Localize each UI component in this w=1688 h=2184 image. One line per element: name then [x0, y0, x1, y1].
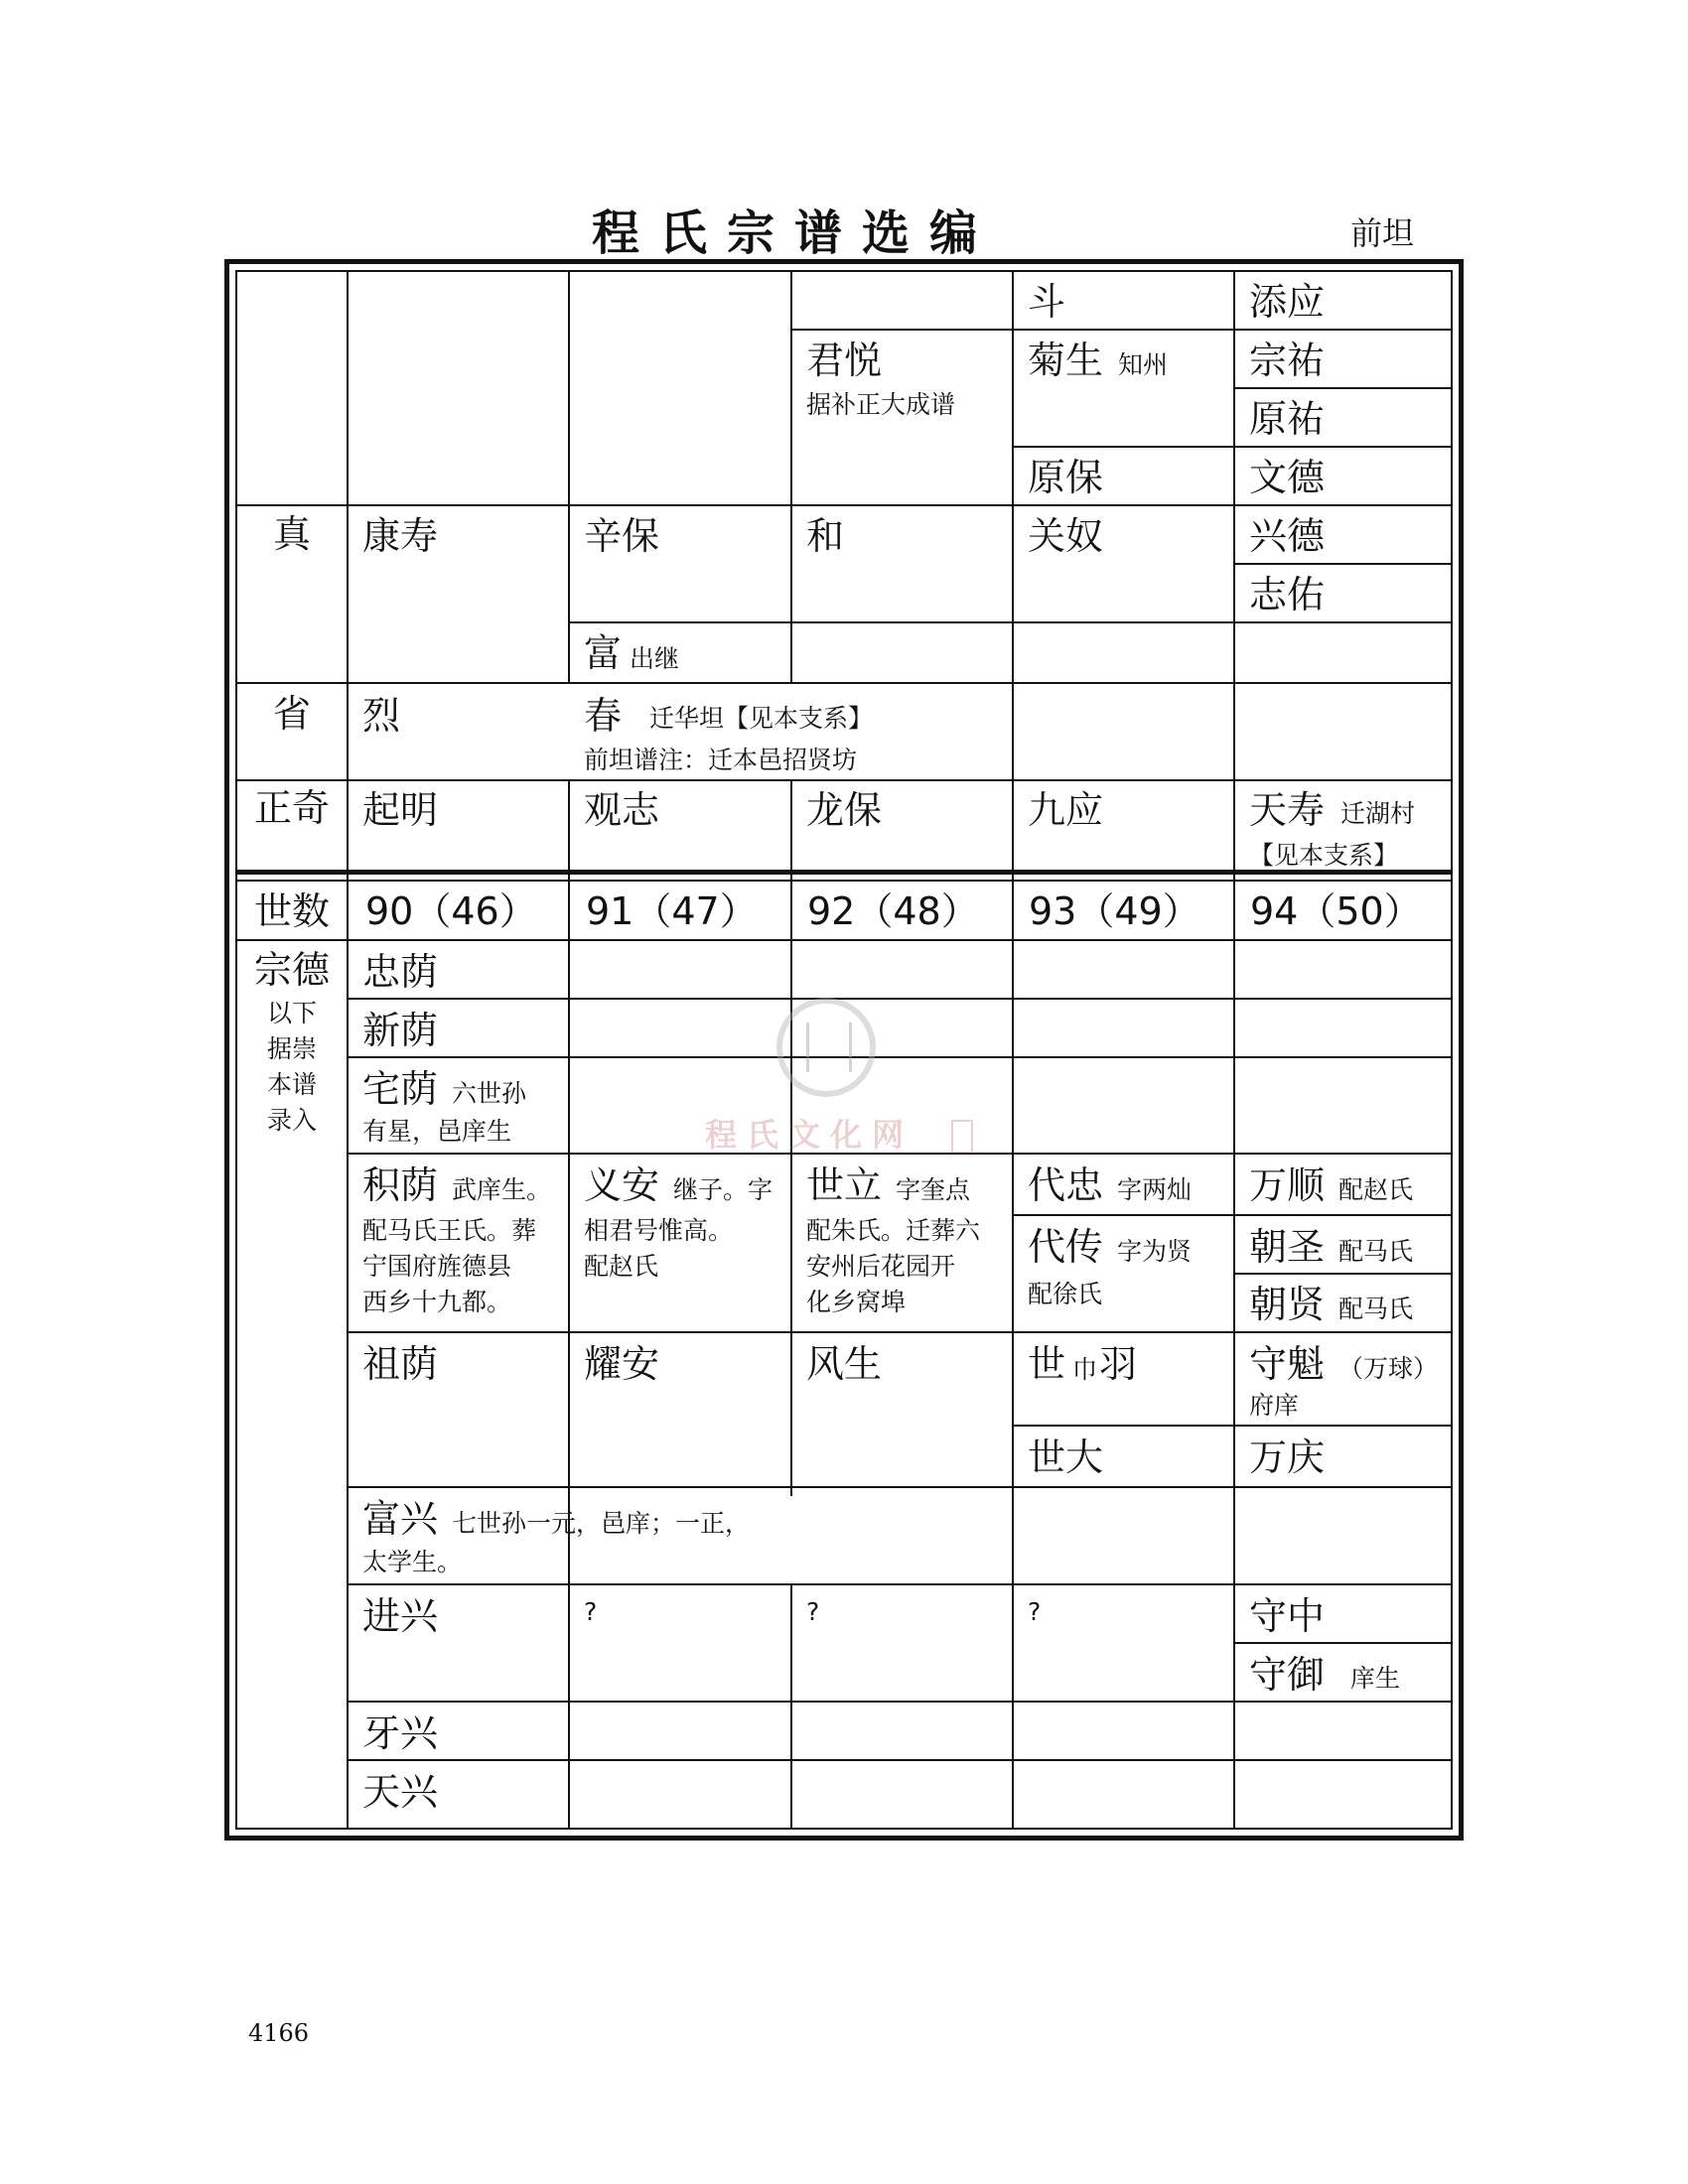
cell-fengsheng: 风生: [806, 1342, 883, 1386]
cell-yian-note3: 配赵氏: [584, 1252, 659, 1281]
table-inner-top: [235, 270, 1453, 272]
cell-shouyu-note: 庠生: [1350, 1664, 1401, 1693]
zongde-note-1: 以下: [266, 999, 317, 1027]
cell-q1: ?: [584, 1597, 598, 1626]
gen-col-91: 91（47）: [586, 889, 758, 933]
row-line-r: [347, 1583, 1453, 1585]
row-line-d: [235, 504, 1453, 506]
cell-shiyu-a: 世: [1028, 1342, 1066, 1386]
cell-wanshun-name: 万顺: [1249, 1163, 1326, 1207]
cell-lie: 烈: [362, 694, 401, 738]
cell-chun-name: 春: [584, 694, 623, 738]
cell-shida: 世大: [1028, 1435, 1104, 1479]
cell-yian-note2: 相君号惟高。: [584, 1216, 734, 1245]
cell-jiuying: 九应: [1028, 788, 1104, 832]
cell-wanqing: 万庆: [1249, 1435, 1326, 1479]
cell-daichuan-name: 代传: [1028, 1225, 1104, 1269]
cell-longbao: 龙保: [806, 788, 883, 832]
cell-shili-note4: 化乡窝埠: [806, 1288, 907, 1316]
cell-kangshou: 康寿: [362, 514, 439, 558]
row-line-u: [347, 1759, 1453, 1761]
cell-jusheng-note: 知州: [1118, 350, 1169, 379]
section-separator-thin: [235, 880, 1453, 882]
cell-junyue-note: 据补正大成谱: [806, 390, 956, 419]
row-label-zhen: 真: [272, 512, 311, 556]
cell-shouzhong: 守中: [1249, 1594, 1326, 1638]
row-line-n: [1233, 1273, 1453, 1275]
gen-label: 世数: [253, 889, 330, 933]
cell-yuanyou: 原祐: [1249, 397, 1326, 441]
page-number: 4166: [248, 2019, 310, 2047]
gen-col-93: 93（49）: [1029, 889, 1200, 933]
cell-shiyu-b: 巾: [1072, 1355, 1098, 1384]
cell-shili-note1: 字奎点: [896, 1175, 971, 1204]
cell-jiyin-note4: 西乡十九都。: [362, 1288, 512, 1316]
cell-jinxing: 进兴: [362, 1594, 439, 1638]
cell-fuxing-name: 富兴: [362, 1497, 439, 1541]
cell-yaoan: 耀安: [584, 1342, 660, 1386]
cell-shili-note3: 安州后花园开: [806, 1252, 956, 1281]
watermark-stamp: [951, 1120, 973, 1154]
cell-yian-name: 义安: [584, 1163, 660, 1207]
cell-zhiyou: 志佑: [1249, 573, 1326, 616]
cell-chun-note1: 迁华坦【见本支系】: [649, 704, 874, 733]
cell-jiyin-note3: 宁国府旌德县: [362, 1252, 512, 1281]
cell-qiming: 起明: [362, 788, 439, 832]
cell-jiyin-note2: 配马氏王氏。葬: [362, 1216, 537, 1245]
cell-zhaiyin-note2: 有星，邑庠生: [362, 1117, 512, 1146]
gen-col-92: 92（48）: [807, 889, 979, 933]
cell-junyue-name: 君悦: [806, 339, 883, 382]
cell-tianshou-note1: 迁湖村: [1340, 799, 1416, 828]
cell-shouyu-name: 守御: [1249, 1653, 1326, 1697]
page-title: 程氏宗谱选编: [591, 205, 997, 261]
col-line-3-low: [790, 1585, 792, 1830]
cell-yuanbao: 原保: [1028, 456, 1104, 499]
gen-col-94: 94（50）: [1250, 889, 1422, 933]
row-line-p: [1012, 1425, 1453, 1427]
cell-daichuan-note2: 配徐氏: [1028, 1280, 1103, 1308]
row-line-q: [347, 1486, 1453, 1488]
cell-q3: ?: [1028, 1597, 1042, 1626]
cell-yaxing: 牙兴: [362, 1711, 439, 1755]
zongde-note-3: 本谱: [266, 1070, 317, 1099]
cell-daizhong-name: 代忠: [1028, 1163, 1104, 1207]
cell-fu-name: 富: [584, 631, 623, 675]
row-line-a: [790, 329, 1453, 331]
cell-xinbao: 辛保: [584, 514, 660, 558]
cell-xinyin: 新荫: [362, 1009, 439, 1052]
cell-dou: 斗: [1028, 280, 1066, 324]
cell-shoukui-note1: （万球）: [1338, 1354, 1439, 1383]
zongde-note-4: 录入: [266, 1106, 317, 1135]
cell-wanshun-note: 配赵氏: [1338, 1175, 1414, 1204]
cell-daizhong-note: 字两灿: [1117, 1175, 1193, 1204]
row-label-zhengqi: 正奇: [253, 786, 330, 830]
row-line-s: [1233, 1642, 1453, 1644]
cell-zhongyin: 忠荫: [362, 950, 439, 994]
row-line-i: [235, 939, 1453, 941]
row-line-m: [1012, 1214, 1453, 1216]
cell-tianshou-note2: 【见本支系】: [1249, 841, 1399, 870]
cell-fu-note: 出继: [630, 644, 680, 673]
cell-chaosheng-name: 朝圣: [1249, 1225, 1326, 1269]
watermark-text: 程氏文化网: [705, 1116, 914, 1154]
cell-zuyin: 祖荫: [362, 1342, 439, 1386]
cell-chaosheng-note: 配马氏: [1338, 1237, 1414, 1266]
table-inner-bottom: [235, 1828, 1453, 1830]
row-line-j: [347, 998, 1453, 1000]
cell-zongyou: 宗祐: [1249, 339, 1326, 382]
cell-chaoxian-note: 配马氏: [1338, 1295, 1414, 1323]
row-line-o: [347, 1331, 1453, 1333]
row-line-k: [347, 1056, 1453, 1058]
cell-tianying: 添应: [1249, 280, 1326, 324]
cell-daichuan-note1: 字为贤: [1117, 1237, 1193, 1266]
cell-tianxing: 天兴: [362, 1770, 439, 1814]
row-line-e: [1233, 563, 1453, 565]
col-line-2-top: [568, 270, 570, 682]
cell-zhaiyin-note1: 六世孙: [452, 1079, 527, 1108]
cell-shoukui-note2: 府庠: [1249, 1391, 1300, 1420]
cell-shili-name: 世立: [806, 1163, 883, 1207]
cell-zhaiyin-name: 宅荫: [362, 1067, 439, 1111]
cell-wende: 文德: [1249, 456, 1326, 499]
row-line-t: [347, 1701, 1453, 1703]
cell-shiyu-c: 羽: [1099, 1342, 1138, 1386]
branch-name: 前坦: [1350, 214, 1415, 252]
row-line-b: [1233, 387, 1453, 389]
cell-jiyin-note1: 武庠生。: [452, 1175, 552, 1204]
cell-shili-note2: 配朱氏。迁葬六: [806, 1216, 981, 1245]
cell-he: 和: [806, 514, 845, 558]
cell-chaoxian-name: 朝贤: [1249, 1283, 1326, 1326]
row-line-g: [235, 682, 1453, 684]
zongde-note-2: 据崇: [266, 1034, 317, 1063]
row-line-h: [235, 779, 1453, 781]
cell-guanzhi: 观志: [584, 788, 660, 832]
cell-yian-note1: 继子。字: [673, 1175, 774, 1204]
row-line-c: [1012, 446, 1453, 448]
col-line-4-mid: [1012, 682, 1014, 1830]
cell-jusheng-name: 菊生: [1028, 339, 1104, 382]
cell-chun-note2: 前坦谱注：迁本邑招贤坊: [584, 746, 858, 774]
cell-jiyin-name: 积荫: [362, 1163, 439, 1207]
cell-guannu: 关奴: [1028, 514, 1104, 558]
cell-fuxing-note2: 太学生。: [362, 1548, 463, 1576]
cell-shoukui-name: 守魁: [1249, 1342, 1326, 1386]
cell-tianshou-name: 天寿: [1249, 788, 1326, 832]
row-label-zongde: 宗德: [253, 948, 330, 992]
cell-xingde: 兴德: [1249, 514, 1326, 558]
row-label-sheng: 省: [272, 692, 311, 736]
col-line-4-top: [1012, 270, 1014, 682]
row-line-f: [568, 621, 1453, 623]
watermark-seal-mark: [806, 1023, 852, 1072]
cell-fuxing-note1: 七世孙一元，邑庠；一正，: [452, 1509, 751, 1538]
col-line-3-top: [790, 270, 792, 682]
cell-q2: ?: [806, 1597, 820, 1626]
gen-col-90: 90（46）: [365, 889, 537, 933]
